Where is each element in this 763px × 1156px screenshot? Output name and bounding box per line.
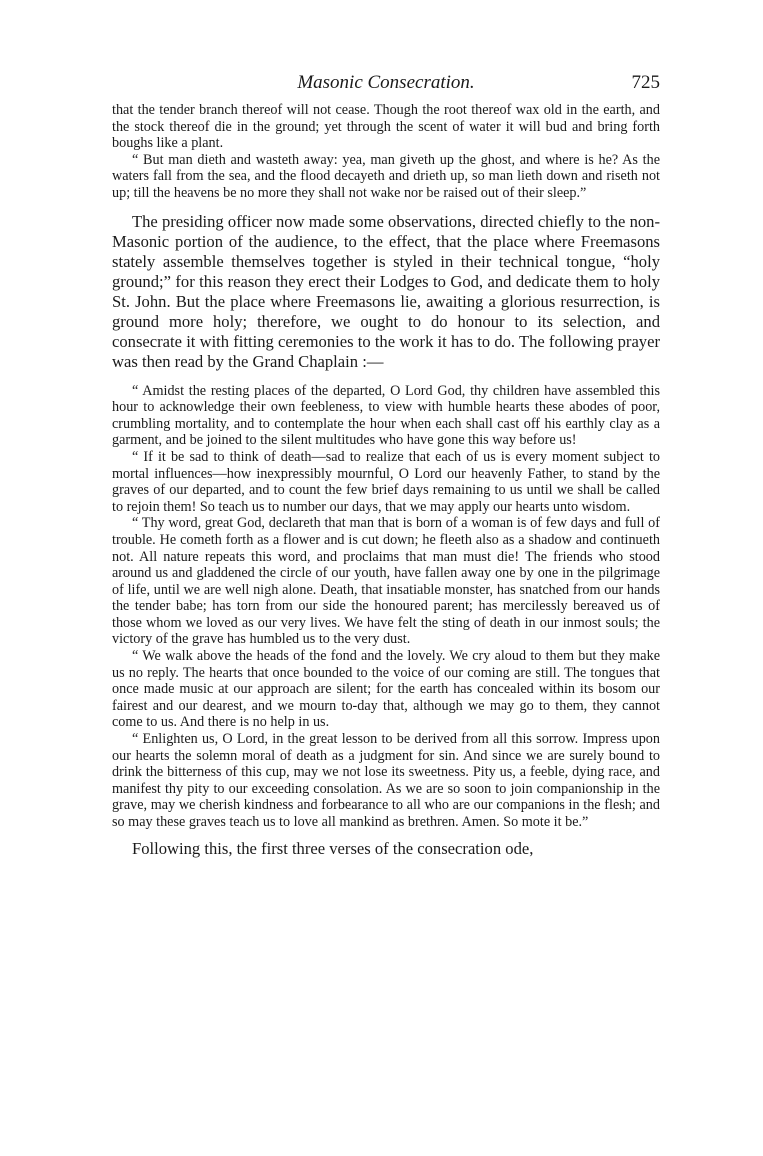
page-number: 725 [631,72,660,93]
prayer-paragraph: “ Amidst the resting places of the departed, O Lord God, thy children have assembled this hour to acknowledge their own feebleness, to view with humble hearts these abodes of poor, crumbling mortality, and to contemplate the hour when each shall cast off his earthly clay as a garment, and be joined to the silent multitudes who have gone this way before us! [112,382,660,449]
prayer-paragraph: “ If it be sad to think of death—sad to realize that each of us is every moment subject to mortal influences—how inexpressibly mournful, O Lord our heavenly Father, to stand by the graves of our departed, and to count the few brief days remaining to us until we shall be called to rejoin them! So teach us to number our days, that we may apply our hearts unto wisdom. [112,448,660,515]
quote-paragraph: that the tender branch thereof will not cease. Though the root thereof wax old in the earth, and the stock thereof die in the ground; yet through the scent of water it will bud and bring forth boughs like a plant. [112,102,660,152]
prayer-paragraph: “ We walk above the heads of the fond and the lovely. We cry aloud to them but they make us no reply. The hearts that once bounded to the voice of our coming are still. The tongues that once made music at our approach are silent; for the earth has concealed within its bosom our fairest and our dearest, and we mourn to-day that, although we may go to them, they cannot come to us. And there is no help in us. [112,648,660,731]
narrative-text: The presiding officer now made some observations, directed chiefly to the non-Masonic portion of the audience, to the effect, that the place where Freemasons stately assemble themselves together is styled in their technical tongue, “holy ground;” for this reason they erect their Lodges to God, and dedicate them to holy St. John. But the place where Freemasons lie, awaiting a glorious resurrection, is ground more holy; therefore, we ought to do honour to its selection, and consecrate it with fitting ceremonies to the work it has to do. The following prayer was then read by the Grand Chaplain :— [112,211,660,371]
closing-text: Following this, the first three verses of the consecration ode, [132,838,534,858]
quote-paragraph: “ But man dieth and wasteth away: yea, man giveth up the ghost, and where is he? As the waters fall from the sea, and the flood decayeth and drieth up, so man lieth down and riseth not up; till the heavens be no more they shall not wake nor be raised out of their sleep.” [112,151,660,201]
scripture-quote [112,102,660,202]
narrative-paragraph [112,212,660,372]
prayer-paragraph: “ Thy word, great God, declareth that man that is born of a woman is of few days and full of trouble. He cometh forth as a flower and is cut down; he fleeth also as a shadow and continueth not. All nature repeats this word, and proclaims that man must die! The friends who stood around us and gladdened the circle of our youth, have fallen away one by one in the pilgrimage of life, until we are well nigh alone. Death, that insatiable monster, has snatched from our hands the tender babe; has torn from our side the honoured parent; has mercilessly bereaved us of those whom we loved as our very lives. We have felt the sting of death in our inmost souls; the victory of the grave has humbled us to the very dust. [112,515,660,648]
page [112,72,660,859]
running-title: Masonic Consecration. [297,72,475,93]
running-head [112,72,660,102]
closing-paragraph [112,839,660,859]
prayer-paragraph: “ Enlighten us, O Lord, in the great lesson to be derived from all this sorrow. Impress upon our hearts the solemn moral of death as a judgment for sin. And since we are surely bound to drink the bitterness of this cup, may we not lose its sweetness. Pity us, a feeble, dying race, and manifest thy pity to our exceeding consolation. As we are so soon to join companionship in the grave, may we cherish kindness and forbearance to all who are our companions in the flesh; and so may these graves teach us to love all mankind as brethren. Amen. So mote it be.” [112,731,660,830]
prayer [112,383,660,831]
